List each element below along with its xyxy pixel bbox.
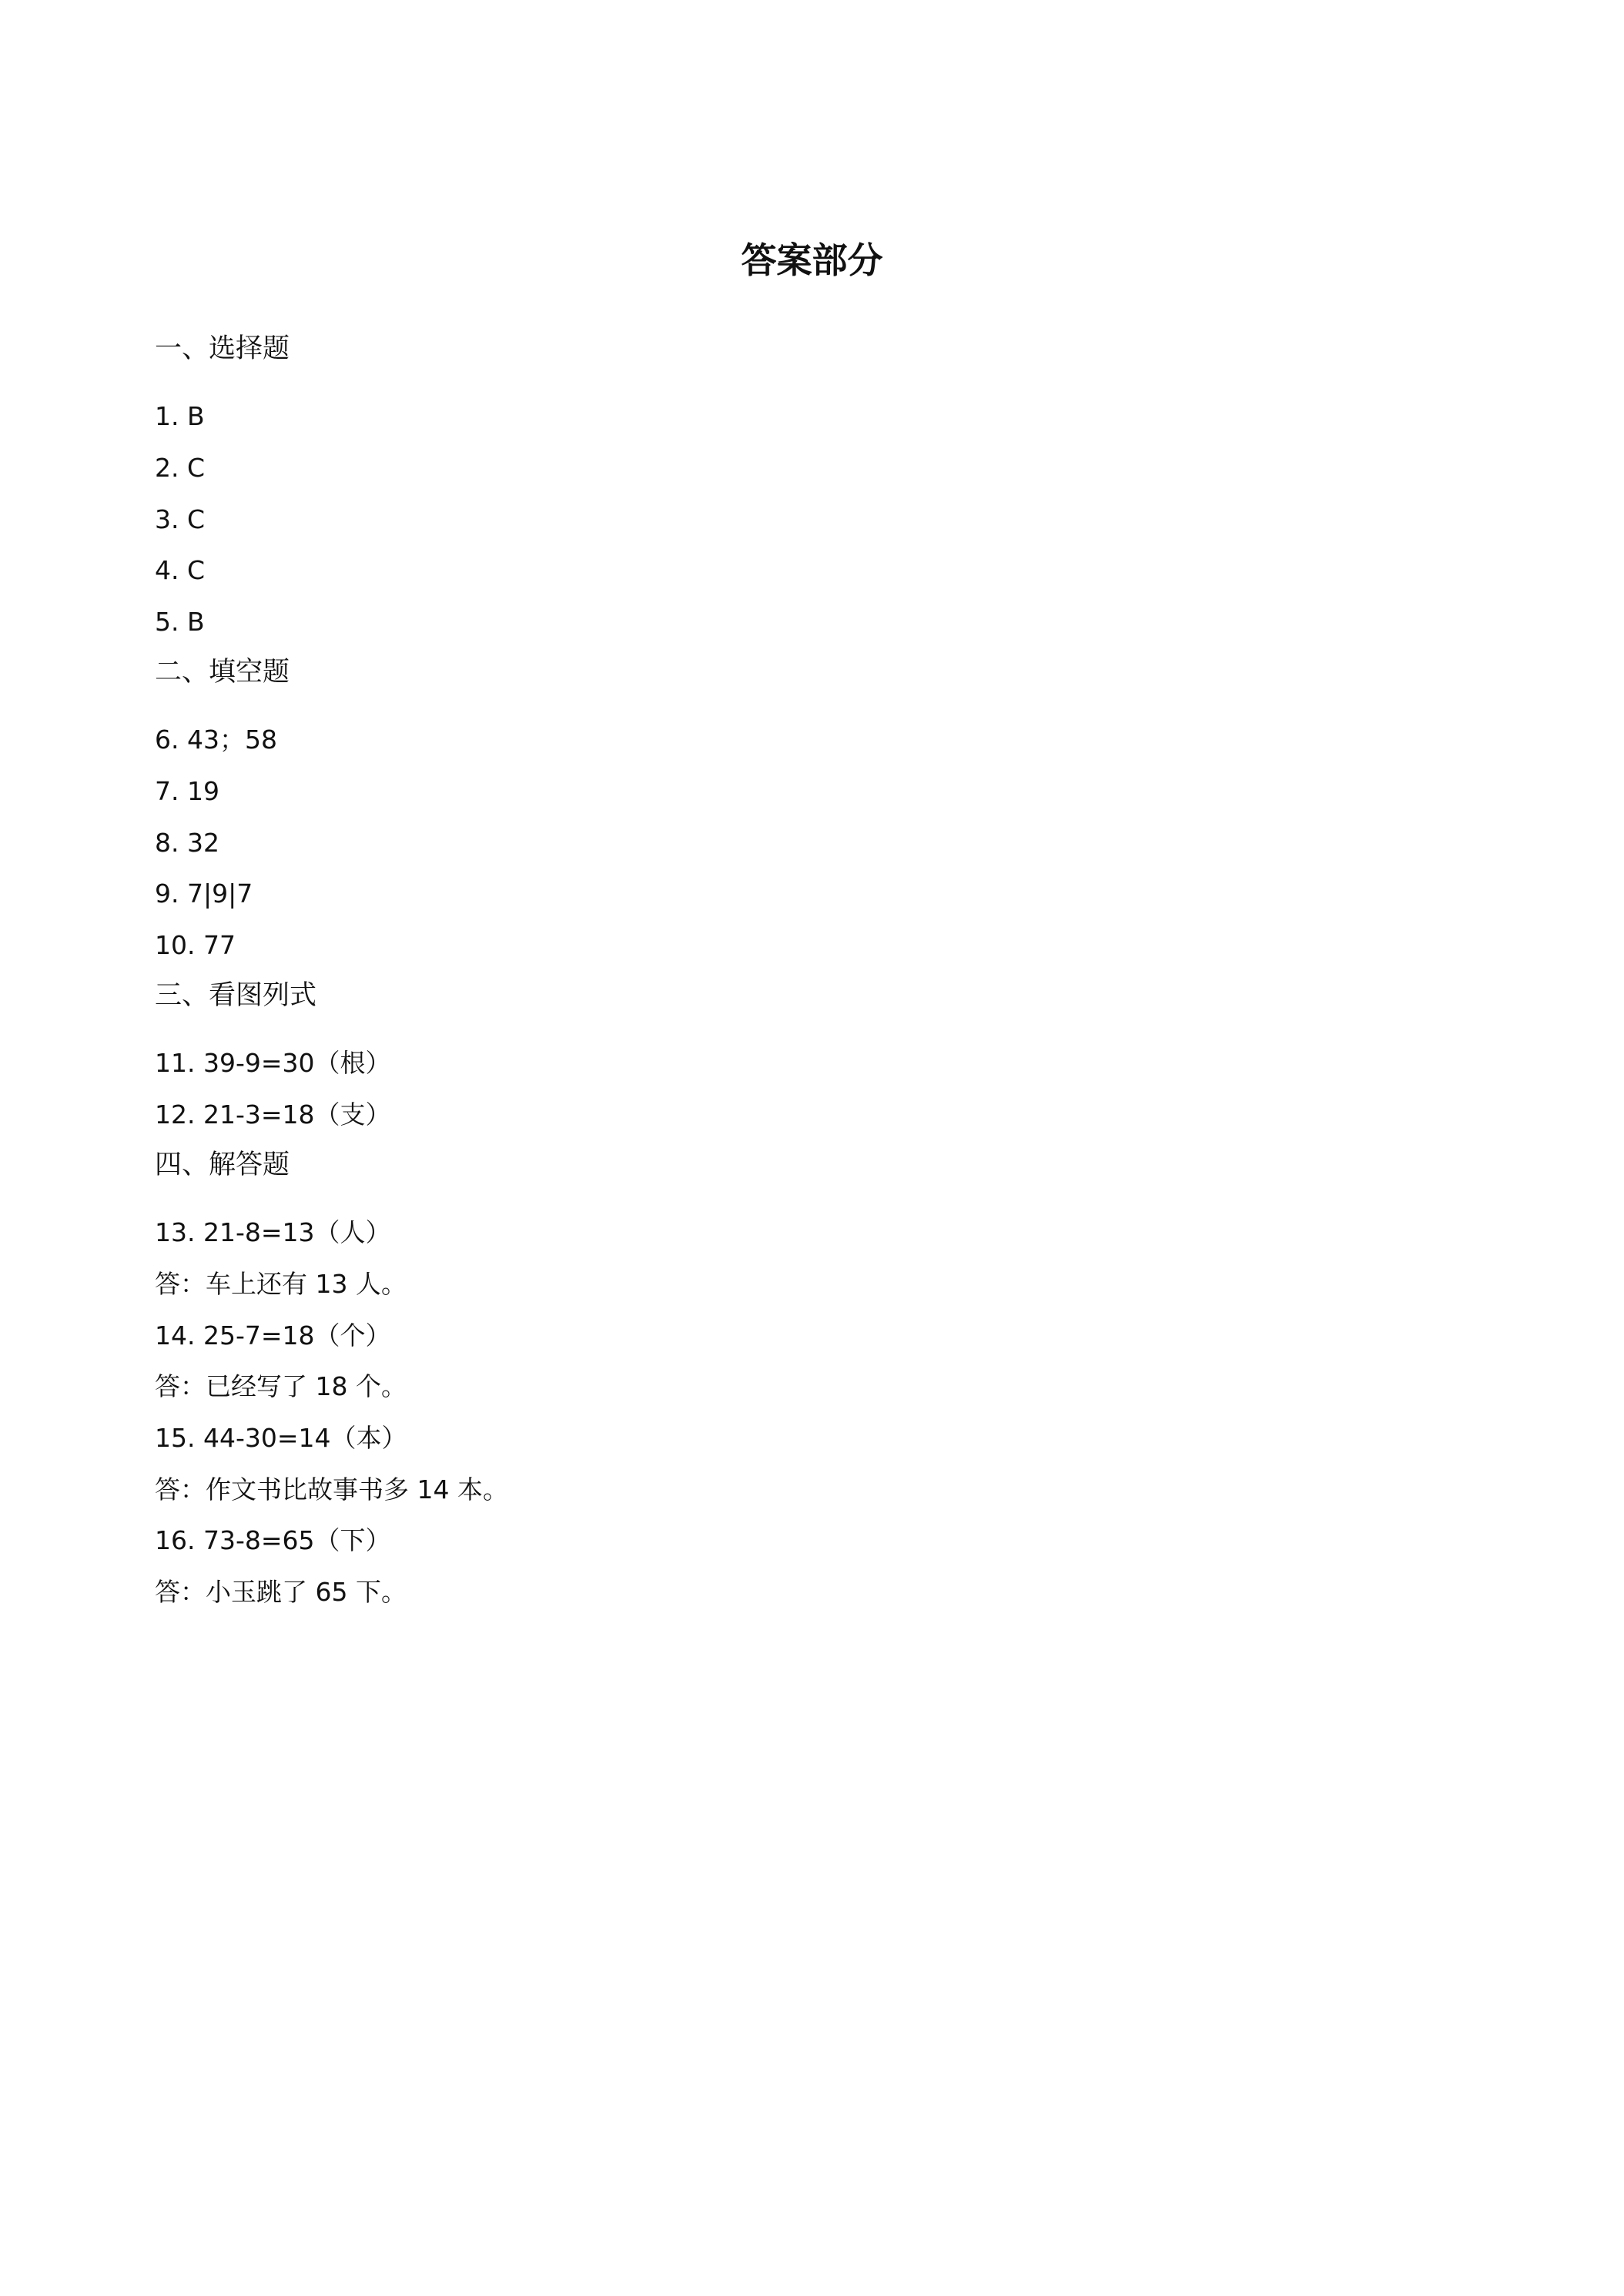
section-heading-picture-equation: 三、看图列式 — [155, 980, 317, 1011]
section-heading-choice: 一、选择题 — [155, 333, 290, 364]
section-heading-word-problems: 四、解答题 — [155, 1150, 290, 1180]
section-heading-fill-blank: 二、填空题 — [155, 657, 290, 688]
answer-item: 13. 21-8=13（人） — [155, 1217, 391, 1247]
answer-item: 15. 44-30=14（本） — [155, 1423, 407, 1453]
page-title: 答案部分 — [741, 239, 883, 281]
answer-item: 14. 25-7=18（个） — [155, 1320, 391, 1350]
answer-item: 2. C — [155, 453, 206, 483]
answer-item: 1. B — [155, 401, 205, 431]
answer-item: 3. C — [155, 504, 206, 534]
answer-item: 16. 73-8=65（下） — [155, 1525, 391, 1555]
answer-sentence: 答：已经写了 18 个。 — [155, 1371, 407, 1401]
answer-item: 11. 39-9=30（根） — [155, 1048, 391, 1078]
answer-item: 5. B — [155, 607, 205, 637]
answer-item: 7. 19 — [155, 776, 219, 806]
answer-sentence: 答：小玉跳了 65 下。 — [155, 1577, 407, 1607]
answer-item: 12. 21-3=18（支） — [155, 1099, 391, 1130]
answer-item: 10. 77 — [155, 930, 236, 960]
answer-item: 9. 7|9|7 — [155, 879, 253, 909]
answer-item: 8. 32 — [155, 828, 219, 858]
answer-item: 6. 43；58 — [155, 725, 277, 755]
answer-item: 4. C — [155, 555, 206, 585]
answer-sentence: 答：作文书比故事书多 14 本。 — [155, 1474, 508, 1504]
answer-sentence: 答：车上还有 13 人。 — [155, 1269, 407, 1299]
